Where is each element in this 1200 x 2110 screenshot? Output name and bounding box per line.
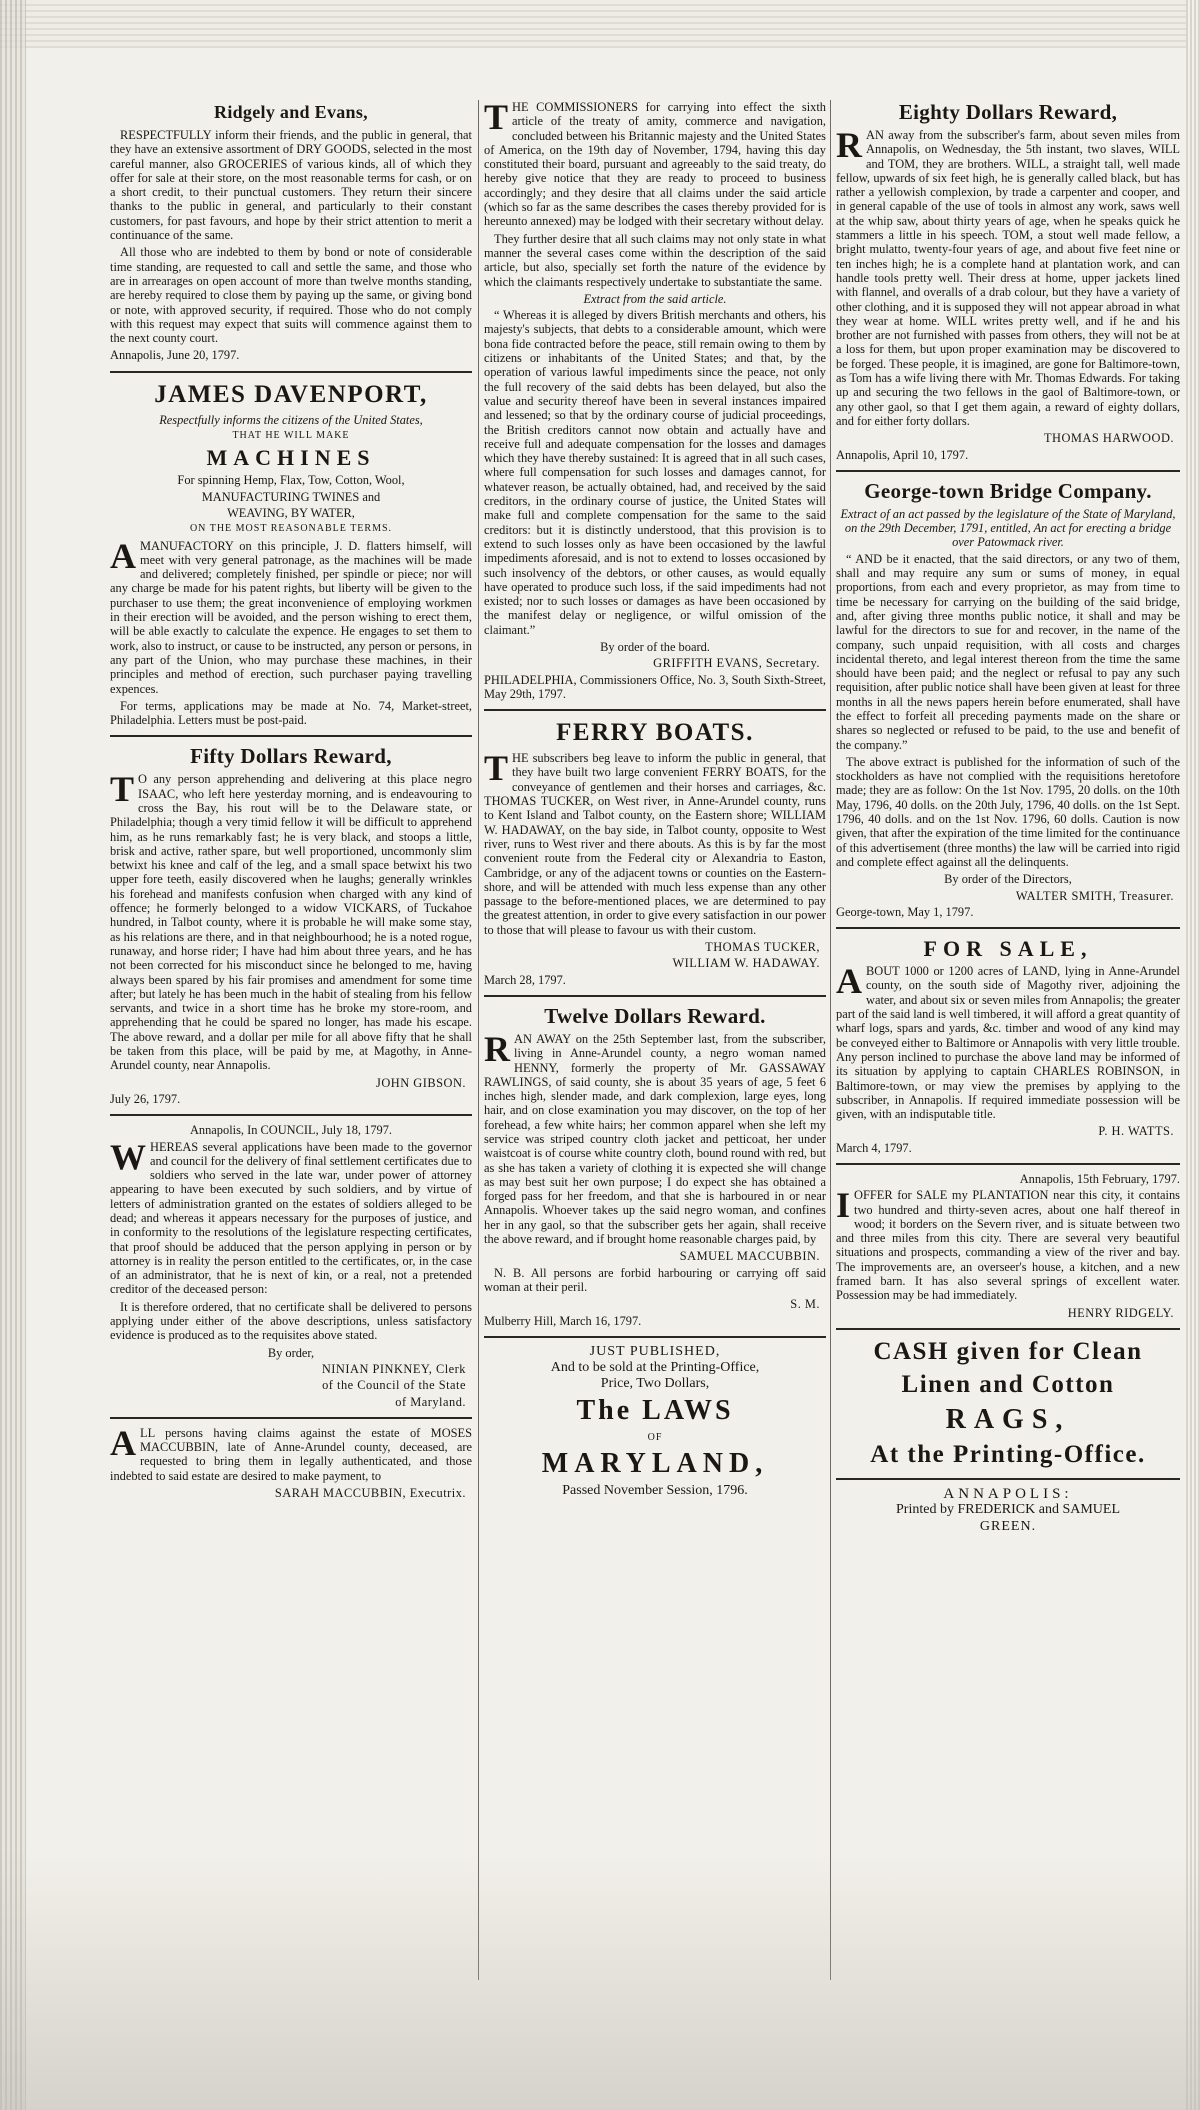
ad-eighty-dollars	[836, 100, 1180, 462]
ad-body: THE subscribers beg leave to inform the public in general, that they have built two large convenient FERRY BOATS, for the conveyance of gentlemen and their horses and carriages, &c. THOMAS TUCKER, on West river, in Anne-Arundel county, runs to Kent Island and Talbot county, on the Eastern shore; WILLIAM W. HADAWAY, on the bay side, in Talbot county, opposite to West river, runs to West river and there abouts. As this is by far the most convenient route from the Federal city or Alexandria to Easton, Cambridge, or any of the adjacent towns or counties on the Eastern-shore, and will be attended with much less expense than any other passage to the before-mentioned places, we are determined to pay the greatest attention, in order to give every satisfaction in our power to those that will please to favour us with their custom.	[484, 748, 826, 937]
ad-signature: of the Council of the State	[322, 1378, 466, 1393]
divider	[836, 1163, 1180, 1165]
ad-subheading: OF	[647, 1431, 663, 1443]
divider	[836, 1328, 1180, 1330]
ad-body: The above extract is published for the information of such of the stockholders as have not complied with the requisitions heretofore made; they are as follow: On the 1st Nov. 1795, 20 dolls. on the 10th May, 1796, 40 dolls. on the 20th July, 1796, 40 dolls. on the 1st Sept. 1796, 40 dolls. and on the 1st Nov. 1796, 60 dolls. Caution is now given, that after the expiration of the time limited for the continuance of this advertisement (three months) the law will be carried into rigid and complete effect against all the delinquents.	[836, 754, 1180, 869]
ad-subheading: Price, Two Dollars,	[600, 1376, 710, 1392]
divider	[484, 1336, 826, 1338]
ad-fifty-dollars	[110, 744, 472, 1106]
ad-body: ABOUT 1000 or 1200 acres of LAND, lying in Anne-Arundel county, on the south side of Magothy river, adjoining the water, and about six or seven miles from Annapolis; the greater part of the said land is well timbered, it will afford a great quantity of wharf logs, spars and yards, &c. timber and wood of any kind may be conveyed either to Baltimore or Annapolis with very little trouble. Any person inclined to purchase the above land may be informed of its situation by applying to captain CHARLES ROBINSON, in Baltimore-town, or may view the premises by applying to the subscriber, in Annapolis. If required immediate possession will be given, with an indisputable title.	[836, 961, 1180, 1122]
divider	[110, 735, 472, 737]
ad-signature: P. H. WATTS.	[1098, 1124, 1174, 1139]
ad-byline: By order of the board.	[600, 639, 710, 654]
ad-heading: CASH given for Clean	[873, 1337, 1143, 1365]
ad-quote: “ AND be it enacted, that the said directors, or any two of them, shall and may require any sum or sums of money, in equal proportions, from each and every proprietor, as may from time to time be necessary for carrying on the building of the said bridge, and, after giving three months public notice, it shall and may be lawful for the directors to sue for and recover, in the name of the company, such unpaid requisition, with all costs and charges incidental thereto, and legal interest thereon from the time the same should have been paid; and the neglect or refusal to pay any such requisition, after public notice shall have been given at least for three months in all the news papers herein before enumerated, shall have the effect to forfeit all preceding payments made on the share or shares so neglected or refused to be paid, to the use and benefit of the company.”	[836, 551, 1180, 752]
ad-subheading: THAT HE WILL MAKE	[232, 430, 350, 442]
ad-heading: At the Printing-Office.	[870, 1440, 1146, 1468]
ad-signature: THOMAS TUCKER,	[705, 940, 820, 955]
ad-body: RAN away from the subscriber's farm, about seven miles from Annapolis, on Wednesday, the 5th instant, two slaves, WILL and TOM, they are brothers. WILL, a straight tall, well made fellow, upwards of six feet high, he is generally called black, but has rather a yellowish complexion, by trade a carpenter and cooper, and in general capable of the use of tools in almost any work, saws well at the whip saw, about thirty years of age, when he speaks quick he stammers a little in his speech. TOM, a stout well made fellow, a bright mulatto, twenty-four years of age, and about five feet nine or ten inches high; he is a complete hand at plantation work, and can handle tools pretty well. Their dress at home, upper jackets lined with flannel, and overalls of a drab colour, but they have a variety of other clothing, and it is supposed they will not appear abroad in what they wear at home. WILL writes pretty well, and if he and his brother are not furnished with passes from others, they will not be at a loss for them, but upon proper examination may be discovered to be forged. These people, it is imagined, are gone for Baltimore-town, as Tom has a wife living there with Mr. Thomas Edwards. For taking up and securing the two fellows in the gaol of Baltimore-town, or any other gaol, so that I get them again, a reward of eighty dollars, and for either forty dollars.	[836, 125, 1180, 428]
ad-body: All those who are indebted to them by bond or note of considerable time standing, are requested to call and settle the same, and those who are in arrearages on open account of more than twelve months standing, are hereby required to close them by paying up the same, or giving bond or note, with approved security, if required. Those who do not comply with this request may expect that suits will commence against them to the next county court.	[110, 245, 472, 346]
divider	[110, 1114, 472, 1116]
ad-subheading: JUST PUBLISHED,	[589, 1343, 721, 1359]
ad-signature: WILLIAM W. HADAWAY.	[672, 956, 820, 971]
ad-date: March 4, 1797.	[836, 1140, 912, 1155]
ad-body: N. B. All persons are forbid harbouring or carrying off said woman at their peril.	[484, 1265, 826, 1294]
page-edge-bottom	[0, 1850, 1200, 2110]
ad-laws-of-maryland	[484, 1345, 826, 1498]
imprint-city: ANNAPOLIS:	[943, 1485, 1073, 1502]
ad-body: RAN AWAY on the 25th September last, from the subscriber, living in Anne-Arundel county, a negro woman named HENNY, formerly the property of Mr. GASSAWAY RAWLINGS, of said county, she is about 35 years of age, 5 feet 6 inches high, slender made, and dark complexion, large eyes, long hair, and on close examination you may discover, on the top of her forehead, a few white hairs; her common apparel when she left my service was striped country cloth jacket and petticoat, her under waistcoat is of course white country cloth, bound round with red, but as she has taken a variety of clothing it is expected she will change as may best suit her own purpose; I do expect she has obtained a forged pass for her freedom, and that she is harboured in or near Annapolis. Whoever takes up the said negro woman, and confines her in any gaol, so that the subscriber gets her again, shall receive the above reward, and if brought home reasonable charges paid, by	[484, 1028, 826, 1247]
ad-dateline: PHILADELPHIA, Commissioners Office, No. 3, South Sixth-Street, May 29th, 1797.	[484, 672, 826, 701]
ad-body: It is therefore ordered, that no certificate shall be delivered to persons applying under either of the above descriptions, unless satisfactory evidence is produced as to the requisites above stated.	[110, 1299, 472, 1343]
ad-heading: Ridgely and Evans,	[214, 102, 368, 122]
ad-subheading: Extract of an act passed by the legislature of the State of Maryland, on the 29th December, 1791, entitled, An act for erecting a bridge over Patowmack river.	[840, 506, 1176, 550]
ad-for-sale-land	[836, 936, 1180, 1155]
ad-signature: THOMAS HARWOOD.	[1043, 431, 1174, 446]
column-rule-2	[830, 100, 831, 1980]
ad-body: They further desire that all such claims may not only state in what manner the several cases come within the description of the said article, but also, specially set forth the nature of the evidence by which the claimants respectively undertake to substantiate the same.	[484, 231, 826, 289]
printer-imprint	[836, 1487, 1180, 1534]
ad-commissioners	[484, 100, 826, 701]
ad-cash-for-rags	[836, 1337, 1180, 1470]
column-rule-1	[478, 100, 479, 1980]
column-3	[836, 100, 1180, 2090]
ad-council-notice	[110, 1123, 472, 1409]
ad-signature: JOHN GIBSON.	[376, 1075, 466, 1090]
ad-body: ALL persons having claims against the estate of MOSES MACCUBBIN, late of Anne-Arundel county, deceased, are requested to bring them in legally authenticated, and those indebted to said estate are desired to make payment, to	[110, 1422, 472, 1483]
page-edge-left	[0, 0, 26, 2110]
ad-subheading: For spinning Hemp, Flax, Tow, Cotton, Wool,	[177, 473, 405, 488]
ad-davenport	[110, 380, 472, 728]
ad-subheading: MANUFACTURING TWINES and	[201, 489, 381, 504]
ad-signature: of Maryland.	[395, 1394, 466, 1409]
ad-subheading: Passed November Session, 1796.	[562, 1483, 748, 1499]
ad-body: WHEREAS several applications have been made to the governor and council for the delivery of final settlement certificates due to soldiers who served in the late war, under power of attorney appearing to have been executed by such soldiers, and by virtue of letters of administration granted on the estates of soldiers alleged to be dead; and whereas it appears necessary for the purposes of justice, and in conformity to the resolutions of the legislature respecting certificates, that proof should be adduced that the person applying in person or by attorney is in reality the person entitled to the certificates, or, in the case of an administrator, that he is next of kin, or a real, not a pretended creditor of the deceased person:	[110, 1136, 472, 1297]
ad-signature: SAMUEL MACCUBBIN.	[679, 1249, 820, 1264]
divider	[484, 995, 826, 997]
ad-dateline: Annapolis, In COUNCIL, July 18, 1797.	[189, 1123, 393, 1138]
ad-date: March 28, 1797.	[484, 972, 566, 987]
ad-subheading: ON THE MOST REASONABLE TERMS.	[189, 523, 393, 535]
ad-signature: GRIFFITH EVANS, Secretary.	[653, 656, 820, 671]
ad-subheading: And to be sold at the Printing-Office,	[550, 1360, 760, 1376]
ad-heading: FOR SALE,	[923, 936, 1093, 962]
ad-body: IOFFER for SALE my PLANTATION near this city, it contains two hundred and thirty-seven acres, about one half thereof in wood; it borders on the Severn river, and is situate between two and three miles from this city. There are several very beautiful situations and prospects, commanding a view of the river and bay. The improvements are, an overseer's house, a kitchen, and a new framed barn. It has also several springs of excellent water. Possession may be had immediately.	[836, 1185, 1180, 1303]
ad-plantation	[836, 1172, 1180, 1320]
ad-heading: Eighty Dollars Reward,	[898, 100, 1118, 124]
ad-body: For terms, applications may be made at No. 74, Market-street, Philadelphia. Letters must be post-paid.	[110, 698, 472, 728]
ad-date: George-town, May 1, 1797.	[836, 904, 974, 919]
ad-date: Annapolis, April 10, 1797.	[836, 447, 969, 462]
column-2	[484, 100, 826, 2090]
ad-heading: Twelve Dollars Reward.	[544, 1003, 766, 1028]
ad-ridgely-evans	[110, 100, 472, 363]
imprint-printer: GREEN.	[979, 1518, 1037, 1534]
ad-dateline: Annapolis, 15th February, 1797.	[1019, 1172, 1180, 1186]
ad-signature: WALTER SMITH, Treasurer.	[1015, 888, 1174, 903]
ad-maccubbin-estate	[110, 1422, 472, 1501]
ad-heading: FERRY BOATS.	[556, 719, 754, 747]
divider	[836, 1478, 1180, 1480]
ad-subheading: WEAVING, BY WATER,	[227, 505, 355, 520]
divider	[110, 371, 472, 373]
ad-byline: By order,	[267, 1345, 315, 1360]
ad-date: Annapolis, June 20, 1797.	[110, 348, 240, 363]
ad-georgetown-bridge	[836, 479, 1180, 919]
ad-twelve-dollars	[484, 1004, 826, 1328]
ad-date: July 26, 1797.	[110, 1091, 181, 1106]
ad-ferry-boats	[484, 718, 826, 987]
ad-body: RESPECTFULLY inform their friends, and the public in general, that they have an extensive assortment of DRY GOODS, selected in the most careful manner, also GROCERIES of various kinds, all of which they offer for sale at their store, on the most reasonable terms for cash, or on a short credit, to their punctual customers. They return their sincere thanks to the public in general, and particularly to their constant customers, for past favours, and hope by their strict attention to merit a continuance of the same.	[110, 128, 472, 243]
page-edge-top	[0, 0, 1200, 48]
column-1	[110, 100, 472, 2090]
ad-byline: By order of the Directors,	[944, 872, 1072, 887]
ad-body: TO any person apprehending and delivering at this place negro ISAAC, who left here yesterday morning, and is endeavouring to cross the Bay, his rout will be to the Delaware state, or Philadelphia; though a very timid fellow it will be difficult to apprehend him, as he runs remarkably fast; he is very black, and stoops a little, brisk and active, rather spare, but well proportioned, uncommonly slim betwixt his knee and calf of the leg, and a small space betwixt his two upper fore teeth, easily discovered when he laughs; generally wrinkles his forehead and manifests confusion when charged with any kind of offence; he formerly belonged to a widow VICKARS, of Tuckahoe hundred, in Talbot county, where it is probable he will make some stay, as his relations are there, and in that neighbourhood; he is a noted rogue, runaway, and horse rider; I have had him about three years, and he has not been corrected for his misconduct since he belonged to me, having always been spared by his fair promises and amendment for some time after; but lately he has been much in the habit of stealing from his fellow servants, and twice in a short time has he broke my store-room, and apprehending that he could be spared no longer, has made his escape. The above reward, and a dollar per mile for all above fifty that he shall be taken from this place, will be paid by me, at Magothy, in Anne-Arundel county, near Annapolis.	[110, 769, 472, 1073]
divider	[836, 927, 1180, 929]
ad-heading: George-town Bridge Company.	[864, 478, 1152, 503]
ad-body: THE COMMISSIONERS for carrying into effect the sixth article of the treaty of amity, commerce and navigation, concluded between his Britannic majesty and the United States of America, on the 19th day of November, 1794, having this day constituted their board, pursuant and agreeably to the said treaty, do hereby give notice that they are ready to proceed to business accordingly; and they desire that all claims under the said article (which so far as the same describes the cases thereby provided for is hereunto annexed) may be lodged with their secretary without delay.	[484, 100, 826, 229]
ad-subheading: Extract from the said article.	[583, 291, 727, 306]
page-edge-right	[1186, 0, 1200, 2110]
ad-heading: RAGS,	[945, 1403, 1071, 1435]
ad-signature: SARAH MACCUBBIN, Executrix.	[274, 1486, 466, 1501]
ad-signature: S. M.	[790, 1297, 820, 1312]
divider	[110, 1417, 472, 1419]
ad-heading: MARYLAND,	[541, 1448, 769, 1480]
ad-signature: NINIAN PINKNEY, Clerk	[321, 1361, 466, 1376]
ad-subheading: Respectfully informs the citizens of the United States,	[159, 412, 423, 427]
ad-quote: “ Whereas it is alleged by divers British merchants and others, his majesty's subjects, that debts to a considerable amount, which were bona fide contracted before the peace, still remain owing to them by citizens or inhabitants of the United States; and that, by the operation of various lawful impediments since the peace, not only the full recovery of the said debts has been delayed, but also the value and security thereof have been in several instances impaired and lessened; so that by the ordinary course of judicial proceedings, the British creditors cannot now obtain and actually have and receive full and adequate compensation for the losses and damages which they have thereby sustained: It is agreed that in all such cases, where full compensation for such losses and damages cannot, for whatever reason, be actually obtained, had, and received by the said creditors, in the ordinary course of justice, the United States will make full and complete compensation for the same to the said creditors: but it is distinctly understood, that this provision is to extend to such losses only as have been occasioned by the lawful impediments aforesaid, and is not to extend to losses occasioned by such insolvency of the debtors, or other causes, as would equally have operated to produce such loss, if the said impediments had not existed; nor to such losses or damages as have been occasioned by the manifest delay or negligence, or wilful omission of the claimant.”	[484, 308, 826, 637]
ad-body: AMANUFACTORY on this principle, J. D. flatters himself, will meet with very general patronage, as the machines will be made and delivered; completely finished, per spindle or piece; nor will any charge be made for his patent rights, but liberty will be given to the purchaser to use them; the great inconvenience of employing workmen in their erection will be avoided, and the person wishing to erect them, will be able exactly to calculate the expence. He engages to set them to work, also to instruct, or cause to be instructed, any person or persons, in any part of the Union, who may purchase these machines, in their principles and method of erection, such purchaser paying travelling expences.	[110, 535, 472, 696]
imprint-printer: Printed by FREDERICK and SAMUEL	[896, 1502, 1120, 1518]
divider	[836, 470, 1180, 472]
ad-heading: Linen and Cotton	[901, 1370, 1115, 1398]
ad-heading: The LAWS	[576, 1394, 734, 1426]
ad-heading: JAMES DAVENPORT,	[154, 380, 428, 408]
divider	[484, 709, 826, 711]
ad-heading: MACHINES	[206, 445, 376, 471]
ad-date: Mulberry Hill, March 16, 1797.	[484, 1313, 642, 1328]
ad-heading: Fifty Dollars Reward,	[190, 744, 392, 769]
ad-signature: HENRY RIDGELY.	[1067, 1305, 1174, 1320]
